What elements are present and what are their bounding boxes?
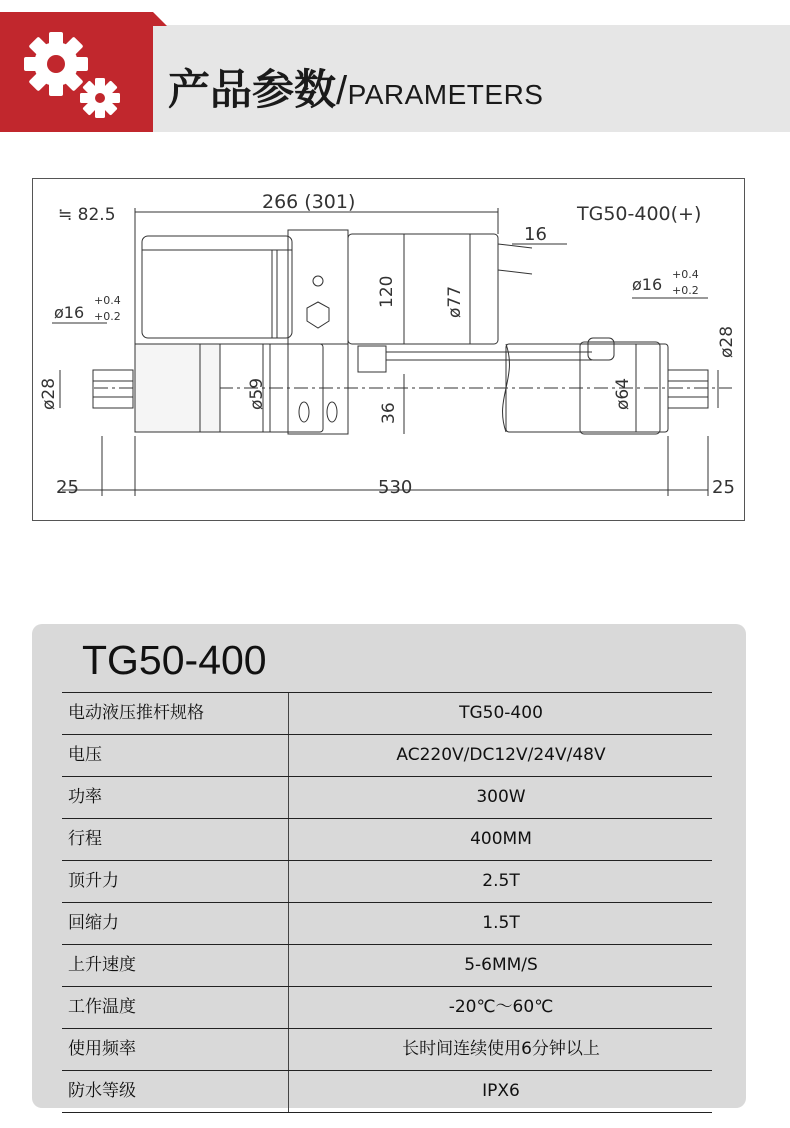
dim-end-dia-left: ø28 <box>39 377 59 410</box>
technical-drawing <box>32 178 745 521</box>
spec-value: AC220V/DC12V/24V/48V <box>288 735 713 776</box>
spec-value: 长时间连续使用6分钟以上 <box>288 1029 713 1070</box>
spec-value: 300W <box>288 777 713 818</box>
dim-end-dia-right: ø28 <box>717 325 737 358</box>
table-row <box>62 1070 712 1113</box>
dim-height: 120 <box>377 275 397 308</box>
spec-label: 电动液压推杆规格 <box>68 703 204 723</box>
spec-value: 400MM <box>288 819 713 860</box>
model-title: TG50-400 <box>82 637 267 683</box>
dim-cyl-dia: ø59 <box>247 377 267 410</box>
spec-value: 5-6MM/S <box>288 945 713 986</box>
spec-label: 回缩力 <box>68 913 119 933</box>
dim-rod-hole-left-tol-upper: +0.4 <box>94 294 121 307</box>
spec-label: 使用频率 <box>68 1039 136 1059</box>
spec-value: TG50-400 <box>288 693 713 734</box>
table-row <box>62 944 712 986</box>
spec-label: 防水等级 <box>68 1081 136 1101</box>
spec-label: 行程 <box>68 829 102 849</box>
spec-value: 2.5T <box>288 861 713 902</box>
table-row <box>62 776 712 818</box>
header-accent-tab <box>153 12 167 26</box>
dim-top-left: ≒ 82.5 <box>58 205 116 225</box>
model-label: TG50-400(+) <box>577 203 702 225</box>
spec-label: 顶升力 <box>68 871 119 891</box>
table-row <box>62 734 712 776</box>
dim-tube-dia: ø64 <box>613 377 633 410</box>
dim-rod-hole-right: ø16 <box>632 275 663 294</box>
table-row <box>62 986 712 1028</box>
dim-rod-hole-left: ø16 <box>54 303 85 322</box>
dim-end-right: 25 <box>712 477 735 498</box>
page-title-en: PARAMETERS <box>347 79 544 110</box>
table-row <box>62 692 712 734</box>
table-row <box>62 818 712 860</box>
gears-icon <box>18 28 128 123</box>
spec-table <box>62 692 712 1113</box>
dim-cable: 16 <box>524 224 547 245</box>
spec-label: 功率 <box>68 787 102 807</box>
page-title <box>168 62 544 123</box>
spec-label: 上升速度 <box>68 955 136 975</box>
dim-base-height: 36 <box>379 402 399 424</box>
page-title-separator: / <box>336 69 348 113</box>
table-row <box>62 902 712 944</box>
spec-label: 电压 <box>68 745 102 765</box>
dim-motor-dia: ø77 <box>445 285 465 318</box>
dim-rod-hole-right-tol-upper: +0.4 <box>672 268 699 281</box>
spec-value: IPX6 <box>288 1071 713 1112</box>
spec-label: 工作温度 <box>68 997 136 1017</box>
table-row <box>62 1028 712 1070</box>
dim-rod-hole-right-tol-lower: +0.2 <box>672 284 699 297</box>
table-row <box>62 860 712 902</box>
page-title-zh: 产品参数 <box>168 65 337 114</box>
spec-value: -20℃～60℃ <box>288 987 713 1028</box>
dim-length-top: 266 (301) <box>262 191 356 213</box>
dim-center-length: 530 <box>378 477 413 498</box>
dim-end-left: 25 <box>56 477 79 498</box>
spec-value: 1.5T <box>288 903 713 944</box>
dim-rod-hole-left-tol-lower: +0.2 <box>94 310 121 323</box>
